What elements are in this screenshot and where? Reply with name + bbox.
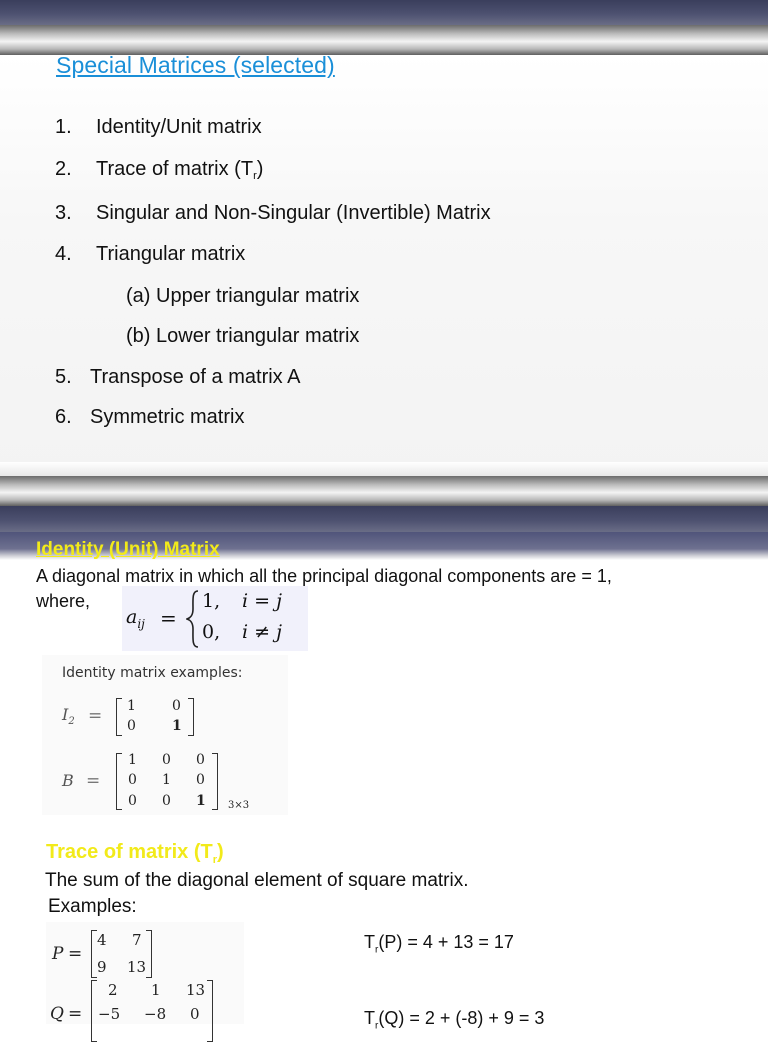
trace-result-q: [364, 1008, 544, 1032]
list-item-number: 6.: [55, 406, 72, 428]
trace-result-q-symbol: T: [364, 1008, 375, 1028]
list-item-text: (a) Upper triangular matrix: [126, 285, 360, 307]
matrix-cell: 0: [162, 793, 171, 809]
trace-result-p-symbol: T: [364, 932, 375, 952]
p-right-bracket: [146, 930, 152, 978]
matrix-cell: 1: [172, 718, 182, 734]
subscript: r: [253, 170, 257, 182]
matrix-cell: 0: [190, 1005, 200, 1023]
identity-definition: A diagonal matrix in which all the principal diagonal components are = 1,: [36, 566, 612, 586]
formula-lhs-base: a: [126, 606, 138, 628]
list-item-number: 5.: [55, 366, 72, 388]
top-dark-band: [0, 0, 768, 25]
trace-result-q-sub: r: [375, 1020, 379, 1032]
matrix-cell: 1: [162, 772, 171, 788]
trace-result-p-sub: r: [375, 944, 379, 956]
trace-heading-end: ): [217, 841, 224, 863]
matrix-cell: −5: [98, 1005, 121, 1023]
case1-value: 1,: [202, 590, 221, 612]
b-eq: =: [86, 771, 101, 791]
b-size-label: 3×3: [228, 800, 250, 811]
trace-heading-text: [46, 841, 224, 866]
q-right-bracket: [207, 980, 213, 1042]
trace-heading-main: Trace of matrix (T: [46, 841, 213, 863]
list-item-text: (b) Lower triangular matrix: [126, 325, 360, 347]
list-item-text: [96, 158, 263, 182]
matrix-cell: 0: [128, 772, 137, 788]
trace-heading: [46, 841, 224, 866]
matrix-cell: 9: [97, 958, 107, 976]
i2-eq: =: [88, 706, 103, 726]
trace-heading-sub: r: [212, 854, 217, 866]
list-item-number: 3.: [55, 202, 72, 224]
list-item-text: Symmetric matrix: [90, 406, 245, 428]
middle-metal-band: [0, 476, 768, 506]
formula-lhs-sub: ij: [137, 616, 145, 631]
list-item-text: Identity/Unit matrix: [96, 116, 262, 138]
matrix-cell: 0: [162, 752, 171, 768]
q-name: Q: [50, 1004, 64, 1024]
matrix-cell: 0: [128, 793, 137, 809]
matrix-cell: 1: [128, 752, 137, 768]
p-eq: =: [68, 944, 83, 964]
b-left-bracket: [116, 753, 122, 810]
trace-examples-label: Examples:: [48, 896, 137, 917]
matrix-cell: 7: [132, 931, 142, 949]
slide-title: Special Matrices (selected): [56, 52, 335, 78]
list-item-text: Transpose of a matrix A: [90, 366, 301, 388]
matrix-cell: 0: [196, 772, 205, 788]
q-left-bracket: [91, 980, 97, 1042]
b-name: B: [62, 771, 74, 790]
list-item-text-end: ): [256, 158, 264, 180]
list-item-number: 1.: [55, 116, 72, 138]
list-item-number: 4.: [55, 243, 72, 265]
case1-condition: i = j: [242, 590, 282, 612]
list-item-number: 2.: [55, 158, 72, 180]
matrix-cell: 0: [172, 698, 181, 714]
slide-special-matrices: [0, 52, 768, 475]
formula-lhs: [126, 606, 145, 631]
identity-examples-label: Identity matrix examples:: [62, 665, 243, 681]
matrix-cell: −8: [144, 1005, 167, 1023]
identity-formula: [122, 586, 308, 651]
case2-value: 0,: [202, 621, 221, 643]
q-eq: =: [68, 1004, 83, 1024]
curly-brace-icon: [186, 589, 200, 649]
identity-definition-where: where,: [36, 591, 91, 611]
matrix-cell: 13: [127, 958, 147, 976]
i2-left-bracket: [116, 698, 122, 736]
slide-separator-shadow: [0, 462, 768, 476]
matrix-cell: 13: [186, 981, 206, 999]
identity-heading-text: Identity (Unit) Matrix: [36, 539, 220, 560]
formula-eq: =: [160, 606, 177, 630]
i2-sub: 2: [68, 716, 75, 728]
list-item-text: Singular and Non-Singular (Invertible) Matrix: [96, 202, 491, 224]
p-name: P: [52, 944, 64, 964]
matrix-cell: 1: [127, 698, 136, 714]
matrix-cell: 0: [127, 718, 136, 734]
identity-heading: [36, 539, 220, 561]
list-item-text: Triangular matrix: [96, 243, 246, 265]
trace-result-q-value: (Q) = 2 + (-8) + 9 = 3: [378, 1008, 545, 1028]
matrix-cell: 0: [196, 752, 205, 768]
matrix-cell: 1: [151, 981, 161, 999]
trace-definition: The sum of the diagonal element of square matrix.: [45, 870, 469, 891]
i2-name: [62, 705, 75, 727]
trace-result-p-value: (P) = 4 + 13 = 17: [378, 932, 514, 952]
i2-right-bracket: [188, 698, 194, 736]
i2-letter: I: [62, 705, 69, 724]
matrix-cell: 4: [97, 931, 107, 949]
matrix-cell: 2: [108, 981, 118, 999]
matrix-cell: 1: [196, 793, 206, 809]
top-metal-band: [0, 25, 768, 55]
case2-condition: i ≠ j: [242, 621, 282, 643]
b-right-bracket: [212, 753, 218, 810]
trace-result-p: [364, 932, 514, 956]
middle-dark-band: [0, 506, 768, 532]
list-item-text-main: Trace of matrix (T: [96, 158, 254, 180]
